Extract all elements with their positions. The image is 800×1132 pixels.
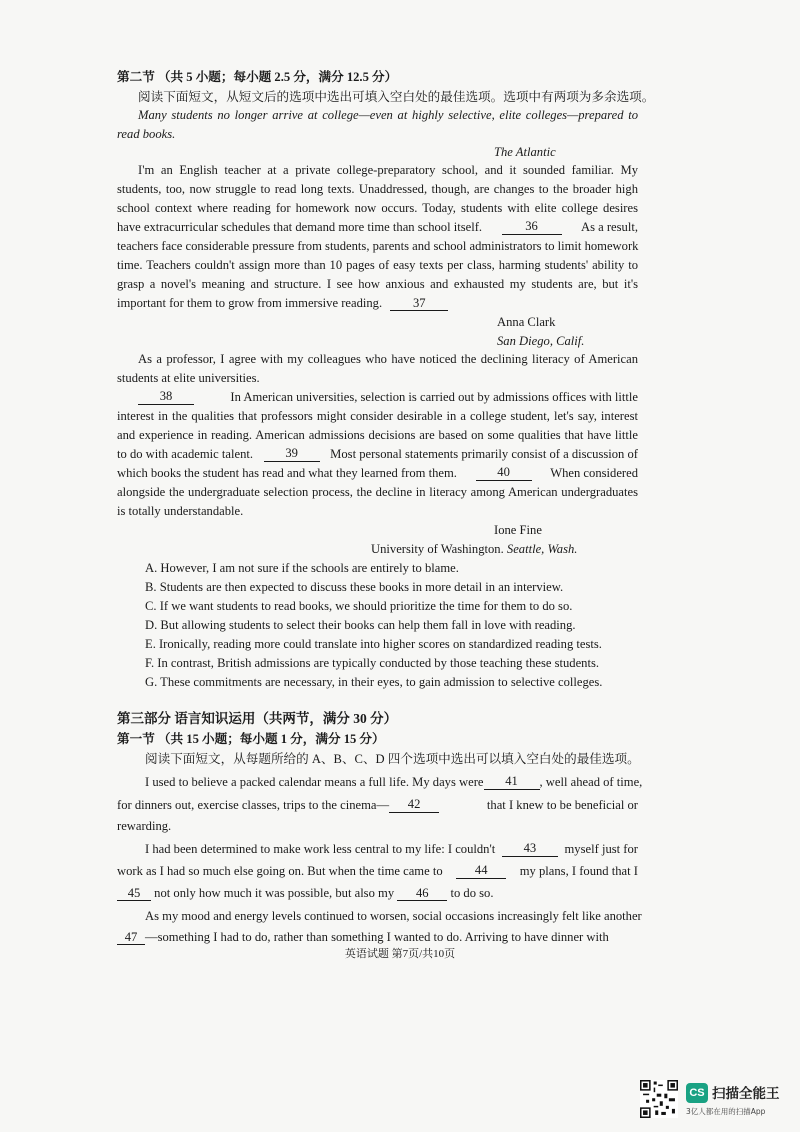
option-f[interactable]: F. In contrast, British admissions are typically conducted by those teaching these students. bbox=[145, 656, 600, 670]
passage-line: and experience in reading. American admissions decisions are based on some qualities that have little bbox=[117, 428, 638, 442]
passage-line bbox=[145, 841, 638, 857]
passage-line: school context where reading for homework now occurs. Today, students with elite college desires bbox=[117, 201, 638, 215]
qr-code-icon bbox=[640, 1080, 678, 1118]
author-name: Anna Clark bbox=[497, 315, 556, 329]
passage-text: which books the student has read and what they learned from them. bbox=[117, 466, 457, 480]
passage-line: As a professor, I agree with my colleagues who have noticed the declining literacy of American bbox=[138, 352, 638, 366]
option-c[interactable]: C. If we want students to read books, we should prioritize the time for them to do so. bbox=[145, 599, 573, 613]
author-location bbox=[371, 541, 577, 557]
blank-group bbox=[117, 797, 439, 813]
author-city: Seattle, Wash. bbox=[506, 542, 578, 556]
author-name: Ione Fine bbox=[494, 523, 542, 537]
passage-line: interest in the qualities that professors might consider desirable in a college student, let's say, interest bbox=[117, 409, 638, 423]
passage-text: work as I had so much else going on. But when the time came to bbox=[117, 864, 443, 878]
option-a[interactable]: A. However, I am not sure if the schools are entirely to blame. bbox=[145, 561, 459, 575]
passage-text: myself just for bbox=[564, 842, 638, 856]
blank-36[interactable]: 36 bbox=[502, 219, 562, 235]
passage-line bbox=[117, 863, 638, 879]
passage-line: As my mood and energy levels continued to worsen, social occasions increasingly felt like another bbox=[145, 909, 642, 923]
passage-text: my plans, I found that I bbox=[519, 864, 638, 878]
blank-44[interactable]: 44 bbox=[456, 863, 506, 879]
passage-line: alongside the undergraduate selection process, the decline in literacy among American undergraduates bbox=[117, 485, 638, 499]
passage-text: that I knew to be beneficial or bbox=[486, 798, 638, 812]
option-g[interactable]: G. These commitments are necessary, in their eyes, to gain admission to selective colleges. bbox=[145, 675, 603, 689]
blank-41[interactable]: 41 bbox=[484, 774, 540, 790]
passage-line bbox=[117, 885, 494, 901]
passage-text: I used to believe a packed calendar means a full life. My days were bbox=[145, 775, 484, 789]
blank-37[interactable]: 37 bbox=[390, 296, 448, 311]
passage-line: students, too, now struggle to read long texts. Unaddressed, though, are changes to the broader high bbox=[117, 182, 638, 196]
passage-text: In American universities, selection is carried out by admissions offices with little bbox=[230, 390, 638, 404]
page-footer: 英语试题 第7页/共10页 bbox=[344, 948, 456, 960]
author-location: San Diego, Calif. bbox=[497, 334, 585, 348]
passage-line bbox=[117, 295, 448, 311]
blank-38[interactable]: 38 bbox=[138, 389, 194, 405]
blank-42[interactable]: 42 bbox=[389, 797, 439, 813]
passage-text: —something I had to do, rather than something I wanted to do. Arriving to have dinner with bbox=[145, 930, 609, 944]
option-e[interactable]: E. Ironically, reading more could translate into higher scores on standardized reading tests. bbox=[145, 637, 602, 651]
section-instruction: 阅读下面短文，从短文后的选项中选出可填入空白处的最佳选项。选项中有两项为多余选项。 bbox=[138, 90, 655, 104]
passage-text: to do with academic talent. bbox=[117, 447, 254, 461]
passage-text: to do so. bbox=[450, 886, 494, 900]
passage-text: I had been determined to make work less central to my life: I couldn't bbox=[145, 842, 496, 856]
camscanner-logo-icon: CS bbox=[686, 1083, 708, 1103]
passage-line: time. Teachers couldn't assign more than 10 pages of easy texts per class, harming students' ability to bbox=[117, 258, 638, 272]
option-b[interactable]: B. Students are then expected to discuss these books in more detail in an interview. bbox=[145, 580, 564, 594]
watermark-title: 扫描全能王 bbox=[712, 1086, 780, 1102]
passage-text: When considered bbox=[550, 466, 638, 480]
intro-quote-line: Many students no longer arrive at college—even at highly selective, elite colleges—prepared to bbox=[138, 108, 638, 122]
intro-quote-line: read books. bbox=[117, 127, 176, 141]
passage-line: rewarding. bbox=[117, 819, 172, 833]
passage-text: important for them to grow from immersive reading. bbox=[117, 296, 383, 310]
passage-line bbox=[138, 389, 638, 405]
passage-text: As a result, bbox=[580, 220, 638, 234]
blank-47[interactable]: 47 bbox=[117, 930, 145, 945]
passage-line bbox=[117, 219, 638, 235]
passage-line: grasp a novel's meaning and structure. I see how anxious and exhausted my students are, but it's bbox=[117, 277, 638, 291]
passage-line bbox=[117, 797, 638, 813]
passage-line bbox=[117, 929, 609, 945]
part-heading: 第三部分 语言知识运用（共两节，满分 30 分） bbox=[117, 711, 398, 726]
section-heading: 第二节 （共 5 小题；每小题 2.5 分，满分 12.5 分） bbox=[117, 70, 398, 84]
passage-line: is totally understandable. bbox=[117, 504, 244, 518]
blank-46[interactable]: 46 bbox=[397, 886, 447, 901]
blank-45[interactable]: 45 bbox=[117, 886, 151, 901]
option-d[interactable]: D. But allowing students to select their books can help them fall in love with reading. bbox=[145, 618, 576, 632]
section-heading: 第一节 （共 15 小题；每小题 1 分，满分 15 分） bbox=[117, 732, 385, 746]
author-university: University of Washington. bbox=[371, 542, 504, 556]
passage-text: not only how much it was possible, but also my bbox=[154, 886, 395, 900]
passage-line bbox=[117, 446, 638, 462]
passage-text: Most personal statements primarily consist of a discussion of bbox=[330, 447, 638, 461]
passage-line: students at elite universities. bbox=[117, 371, 260, 385]
blank-43[interactable]: 43 bbox=[502, 841, 558, 857]
passage-line: I'm an English teacher at a private college-preparatory school, and it sounded familiar. My bbox=[138, 163, 638, 177]
passage-line: teachers face considerable pressure from students, parents and school administrators to limit homework bbox=[117, 239, 639, 253]
blank-group bbox=[484, 774, 643, 790]
blank-40[interactable]: 40 bbox=[476, 465, 532, 481]
watermark-subtitle: 3亿人都在用的扫描App bbox=[686, 1107, 766, 1116]
passage-line bbox=[117, 465, 638, 481]
blank-39[interactable]: 39 bbox=[264, 446, 320, 462]
section-instruction: 阅读下面短文，从每题所给的 A、B、C、D 四个选项中选出可以填入空白处的最佳选项。 bbox=[145, 752, 640, 766]
passage-text: have extracurricular schedules that demand more time than school itself. bbox=[117, 220, 483, 234]
passage-text: , well ahead of time, bbox=[539, 775, 643, 789]
quote-source: The Atlantic bbox=[494, 145, 556, 159]
passage-line bbox=[145, 774, 643, 790]
passage-text: for dinners out, exercise classes, trips to the cinema— bbox=[117, 798, 390, 812]
